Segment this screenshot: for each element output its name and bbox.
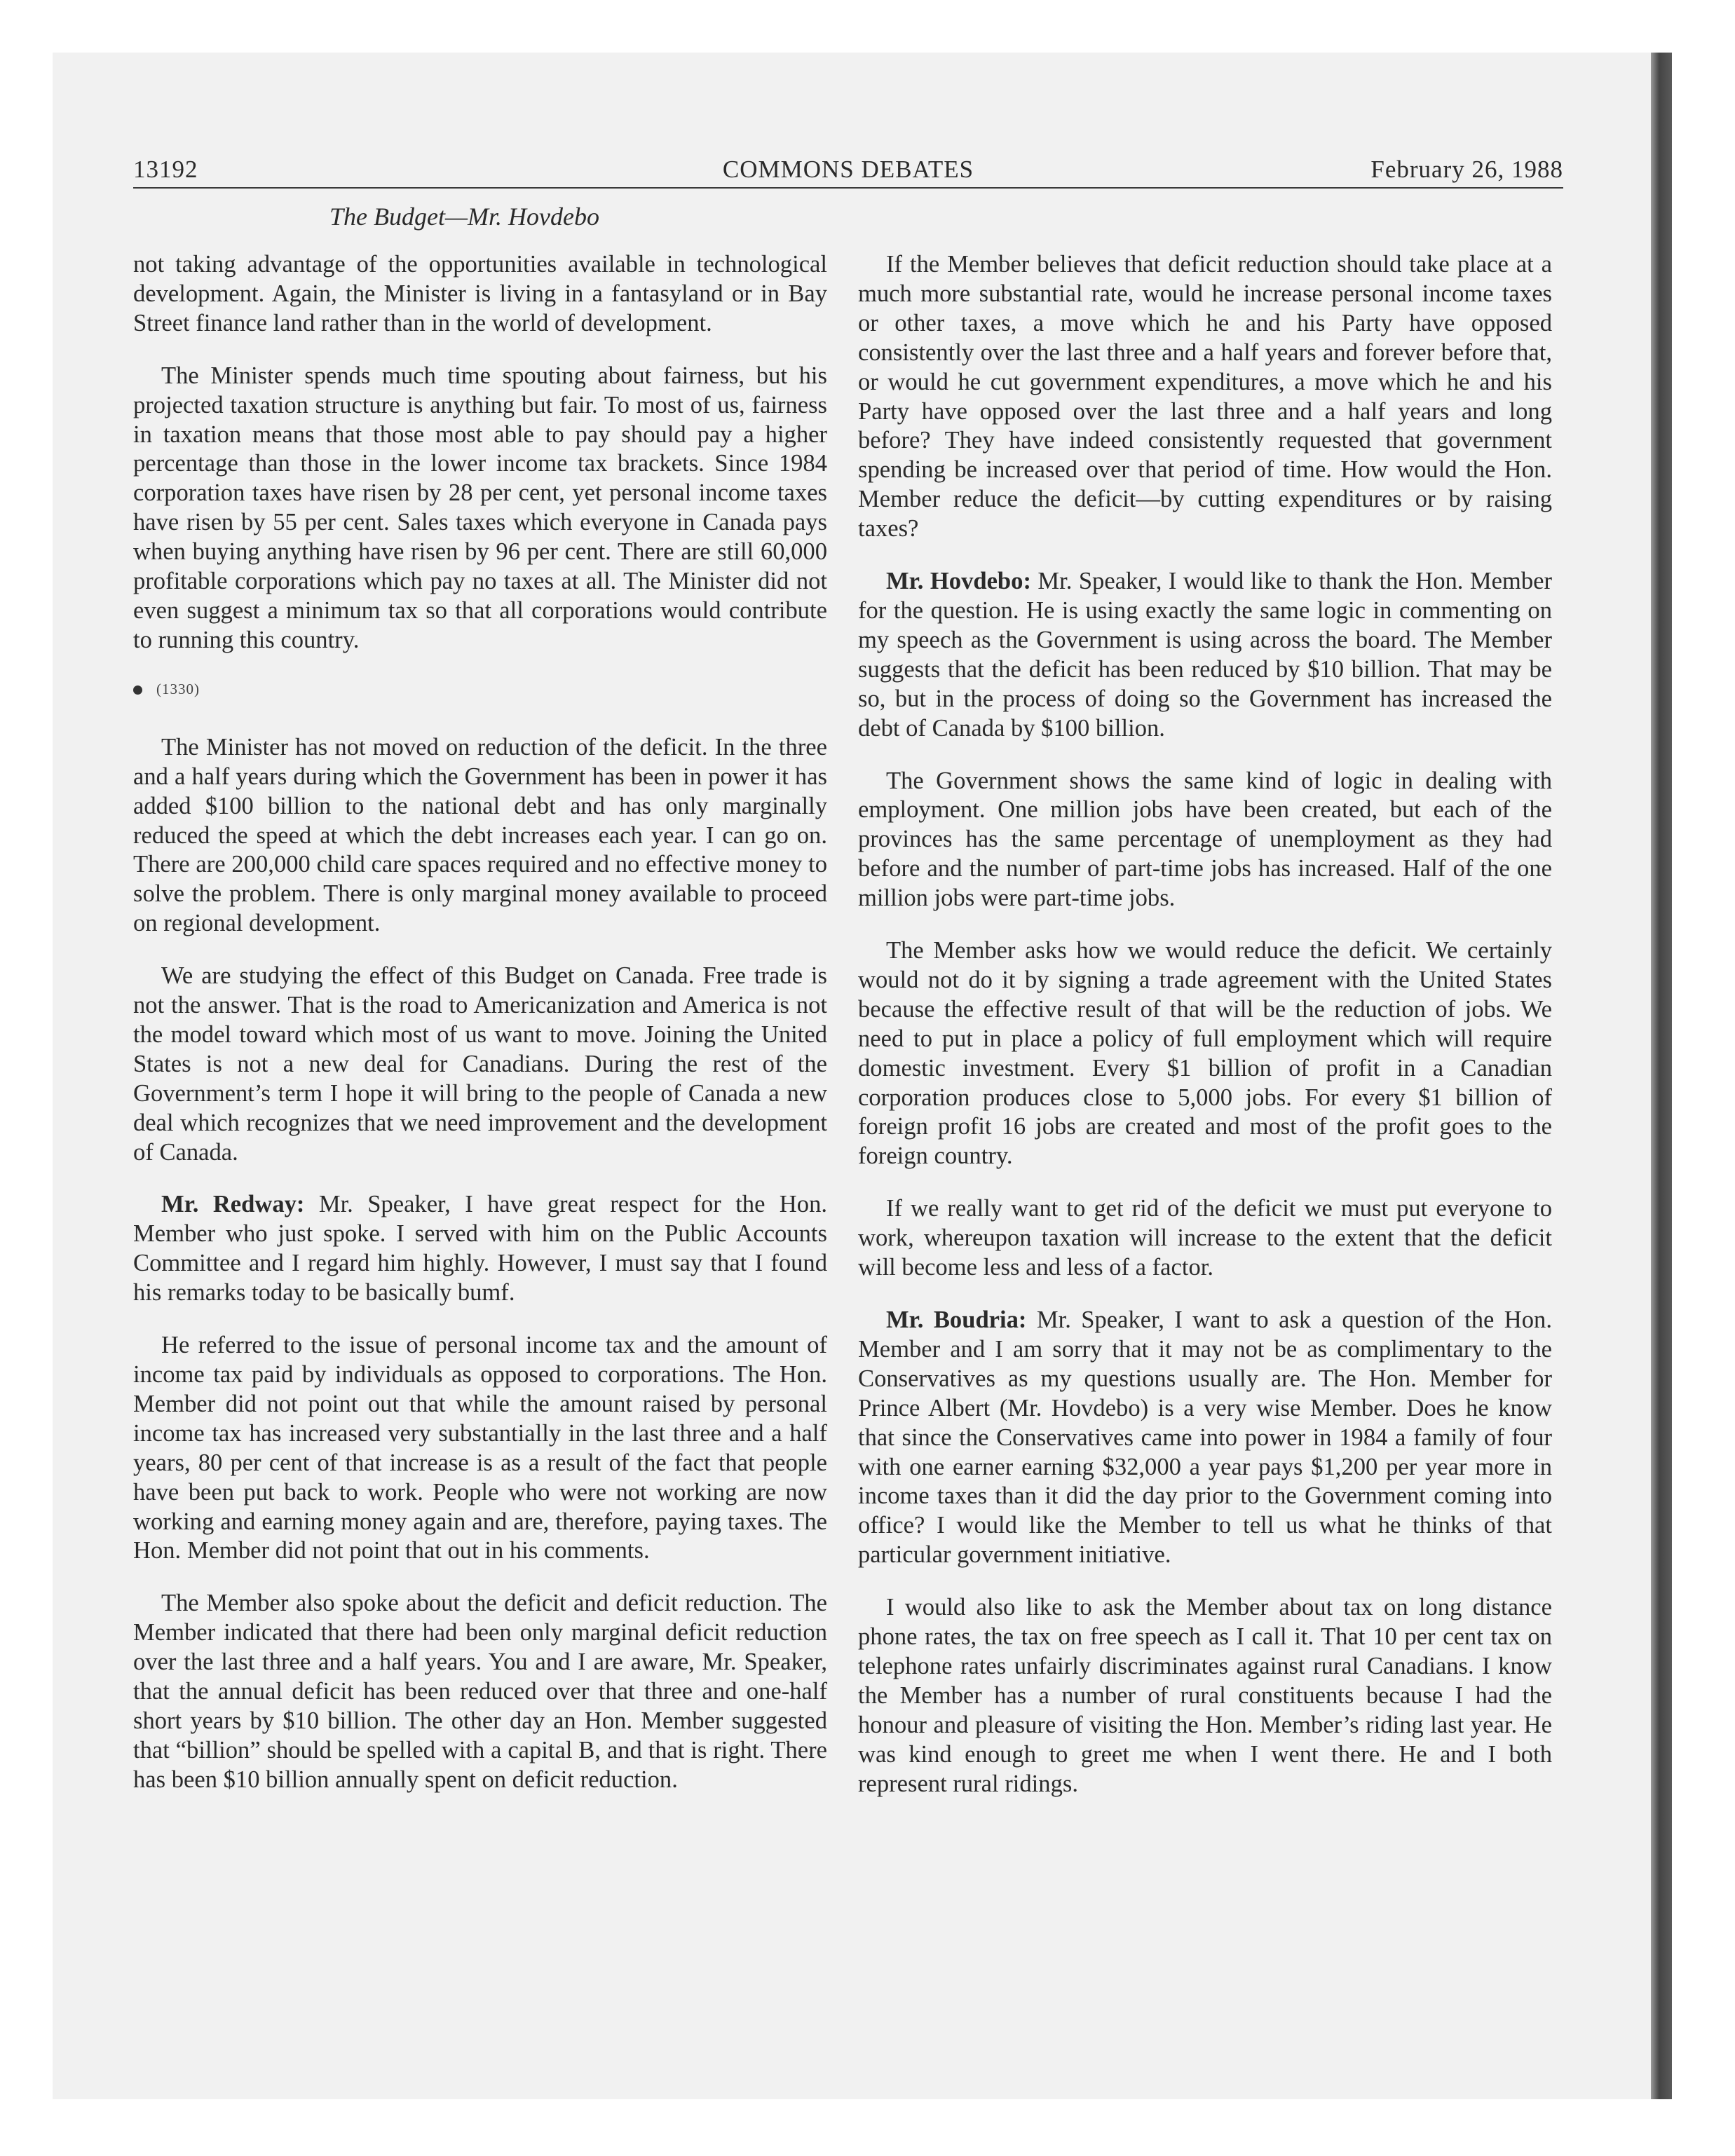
paragraph: I would also like to ask the Member about tax on long distance phone rates, the tax on free speech as I call it. That 10 per cent tax on telephone rates unfairly discriminates against rural Canadians. I know the Member has a number of rural constituents because I had the honour and pleasure of visiting the Hon. Member’s riding last year. He was kind enough to greet me when I went there. He and I both represent rural ridings. (858, 1594, 1552, 1797)
publication-title: COMMONS DEBATES (722, 156, 974, 183)
page-number: 13192 (133, 156, 198, 183)
paragraph: The Government shows the same kind of logic in dealing with employment. One million jobs have been created, but each of the provinces has the same percentage of unemployment as they had before and the number of part-time jobs has increased. Half of the one million jobs were part-time jobs. (858, 767, 1552, 912)
speaker-name: Mr. Redway: (161, 1191, 305, 1218)
speech-paragraph (858, 567, 1552, 743)
paragraph: The Member asks how we would reduce the deficit. We certainly would not do it by signing a trade agreement with the United States because the effective result of that will be the reduction of jobs. We need to put in place a policy of full employment which will require domestic investment. Every $1 billion of profit in a Canadian corporation produces close to 5,000 jobs. For every $1 billion of foreign profit 16 jobs are created and most of the profit goes to the foreign country. (858, 937, 1552, 1170)
speaker-name: Mr. Hovdebo: (886, 568, 1031, 595)
running-head (133, 156, 1563, 186)
speech-text: Mr. Speaker, I have great respect for the Hon. Member who just spoke. I served with him on the Public Accounts Committee and I regard him highly. However, I must say that I found his remarks today to be basically bumf. (133, 1191, 828, 1306)
paragraph: not taking advantage of the opportunities available in technological development. Again, the Minister is living in a fantasyland or in Bay Street finance land rather than in the world of development. (133, 251, 827, 336)
section-heading: The Budget—Mr. Hovdebo (329, 203, 599, 231)
left-column (133, 250, 827, 1818)
paragraph: He referred to the issue of personal income tax and the amount of income tax paid by individuals as opposed to corporations. The Hon. Member did not point out that while the amount raised by personal income tax has increased very substantially in the last three and a half years, 80 per cent of that increase is as a result of the fact that people have been put back to work. People who were not working are now working and earning money again and are, therefore, paying taxes. The Hon. Member did not point that out in his comments. (133, 1332, 827, 1564)
paragraph: We are studying the effect of this Budget on Canada. Free trade is not the answer. That is the road to Americanization and America is not the model toward which most of us want to move. Joining the United States is not a new deal for Canadians. During the rest of the Government’s term I hope it will bring to the people of Canada a new deal which recognizes that we need improvement and the development of Canada. (133, 962, 827, 1166)
speech-text: Mr. Speaker, I want to ask a question of the Hon. Member and I am sorry that it may not be as complimentary to the Conservatives as my questions usually are. The Hon. Member for Prince Albert (Mr. Hovdebo) is a very wise Member. Does he know that since the Conservatives came into power in 1984 a family of four with one earner earning $32,000 a year pays $1,200 per year more in income taxes than it did the day prior to the Government coming into office? I would like the Member to tell us what he thinks of that particular government initiative. (858, 1306, 1552, 1569)
speaker-name: Mr. Boudria: (886, 1306, 1027, 1333)
paragraph: If the Member believes that deficit reduction should take place at a much more substantial rate, would he increase personal income taxes or other taxes, a move which he and his Party have opposed consistently over the last three and a half years and forever before that, or would he cut government expenditures, a move which he and his Party have opposed over the last three and a half years and long before? They have indeed consistently requested that government spending be increased over that period of time. How would the Hon. Member reduce the deficit—by cutting expenditures or by raising taxes? (858, 251, 1552, 543)
speech-paragraph (858, 1306, 1552, 1570)
issue-date: February 26, 1988 (1370, 156, 1563, 183)
scan-edge-shadow (1651, 53, 1672, 2099)
time-marker (133, 678, 827, 700)
paragraph: The Member also spoke about the deficit and deficit reduction. The Member indicated that there had been only marginal deficit reduction over the last three and a half years. You and I are aware, Mr. Speaker, that the annual deficit has been reduced over that three and one-half short years by $10 billion. The other day an Hon. Member suggested that “billion” should be spelled with a capital B, and that is right. There has been $10 billion annually spent on deficit reduction. (133, 1590, 827, 1793)
paragraph: The Minister has not moved on reduction of the deficit. In the three and a half years during which the Government has been in power it has added $100 billion to the national debt and has only marginally reduced the speed at which the debt increases each year. I can go on. There are 200,000 child care spaces required and no effective money to solve the problem. There is only marginal money available to proceed on regional development. (133, 733, 827, 937)
right-column (858, 250, 1552, 1822)
header-rule (133, 187, 1563, 189)
speech-paragraph (133, 1190, 827, 1308)
paragraph: The Minister spends much time spouting about fairness, but his projected taxation structure is anything but fair. To most of us, fairness in taxation means that those most able to pay should pay a higher percentage than those in the lower income tax brackets. Since 1984 corporation taxes have risen by 28 per cent, yet personal income taxes have risen by 55 per cent. Sales taxes which everyone in Canada pays when buying anything have risen by 96 per cent. There are still 60,000 profitable corporations which pay no taxes at all. The Minister did not even suggest a minimum tax so that all corporations would contribute to running this country. (133, 362, 827, 653)
time-marker-label: (1330) (156, 680, 200, 697)
bullet-icon (133, 685, 142, 695)
paragraph: If we really want to get rid of the deficit we must put everyone to work, whereupon taxation will increase to the extent that the deficit will become less and less of a factor. (858, 1195, 1552, 1281)
speech-text: Mr. Speaker, I would like to thank the Hon. Member for the question. He is using exactly the same logic in commenting on my speech as the Government is using across the board. The Member suggests that the deficit has been reduced by $10 billion. That may be so, but in the process of doing so the Government has increased the debt of Canada by $100 billion. (858, 568, 1552, 742)
